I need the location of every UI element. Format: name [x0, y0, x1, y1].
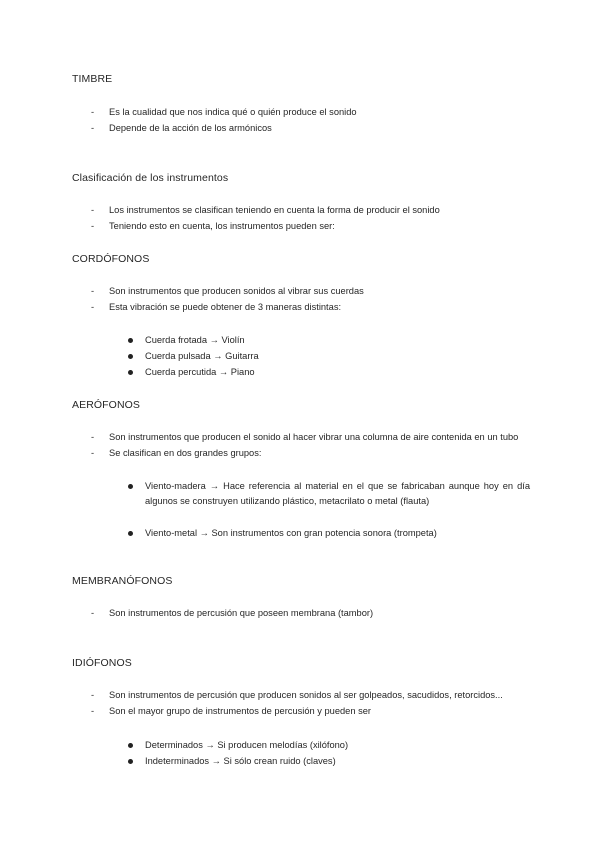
dash-marker: - [91, 432, 95, 442]
dash-marker: - [91, 205, 95, 215]
list-item-text: Esta vibración se puede obtener de 3 maneras distintas: [109, 302, 342, 312]
heading-timbre: TIMBRE [72, 73, 113, 85]
list-item-text: Teniendo esto en cuenta, los instrumentos pueden ser: [109, 221, 335, 231]
heading-cordofonos: CORDÓFONOS [72, 253, 150, 265]
bullet-item-text: Cuerda pulsada → Guitarra [145, 351, 259, 361]
dash-marker: - [91, 302, 95, 312]
list-item-text: Son el mayor grupo de instrumentos de percusión y pueden ser [109, 706, 372, 716]
dash-marker: - [91, 706, 95, 716]
dash-marker: - [91, 608, 95, 618]
dash-marker: - [91, 690, 95, 700]
list-item-text: Son instrumentos de percusión que poseen membrana (tambor) [109, 608, 374, 618]
bullet-item-text: Viento-metal → Son instrumentos con gran potencia sonora (trompeta) [145, 528, 437, 538]
bullet-dot-icon [128, 743, 133, 748]
bullet-dot-icon [128, 531, 133, 536]
dash-marker: - [91, 221, 95, 231]
bullet-dot-icon [128, 484, 133, 489]
heading-aerofonos: AERÓFONOS [72, 399, 140, 411]
list-item-text: Depende de la acción de los armónicos [109, 123, 272, 133]
bullet-item-text: Cuerda percutida → Piano [145, 367, 255, 377]
list-item-text: Se clasifican en dos grandes grupos: [109, 448, 262, 458]
heading-membranofonos: MEMBRANÓFONOS [72, 575, 173, 587]
bullet-dot-icon [128, 759, 133, 764]
dash-marker: - [91, 123, 95, 133]
bullet-dot-icon [128, 338, 133, 343]
bullet-item-text: Cuerda frotada → Violín [145, 335, 245, 345]
bullet-dot-icon [128, 370, 133, 375]
list-item-text: Son instrumentos de percusión que producen sonidos al ser golpeados, sacudidos, retorcidos... [109, 690, 503, 700]
list-item-text: Son instrumentos que producen sonidos al vibrar sus cuerdas [109, 286, 364, 296]
heading-idiofonos: IDIÓFONOS [72, 657, 132, 669]
bullet-item-text: Indeterminados → Si sólo crean ruido (claves) [145, 756, 336, 766]
bullet-dot-icon [128, 354, 133, 359]
list-item-text: Los instrumentos se clasifican teniendo en cuenta la forma de producir el sonido [109, 205, 440, 215]
dash-marker: - [91, 286, 95, 296]
bullet-item-text: Determinados → Si producen melodías (xilófono) [145, 740, 349, 750]
dash-marker: - [91, 448, 95, 458]
list-item-text: Son instrumentos que producen el sonido al hacer vibrar una columna de aire contenida en un tubo [109, 432, 519, 442]
heading-clasificacion: Clasificación de los instrumentos [72, 172, 229, 184]
dash-marker: - [91, 107, 95, 117]
bullet-item-text: Viento-madera → Hace referencia al material en el que se fabricaban aunque hoy en día algunos se construyen utilizando plástico, metacrilato o metal (flauta) [145, 481, 530, 506]
list-item-text: Es la cualidad que nos indica qué o quién produce el sonido [109, 107, 357, 117]
